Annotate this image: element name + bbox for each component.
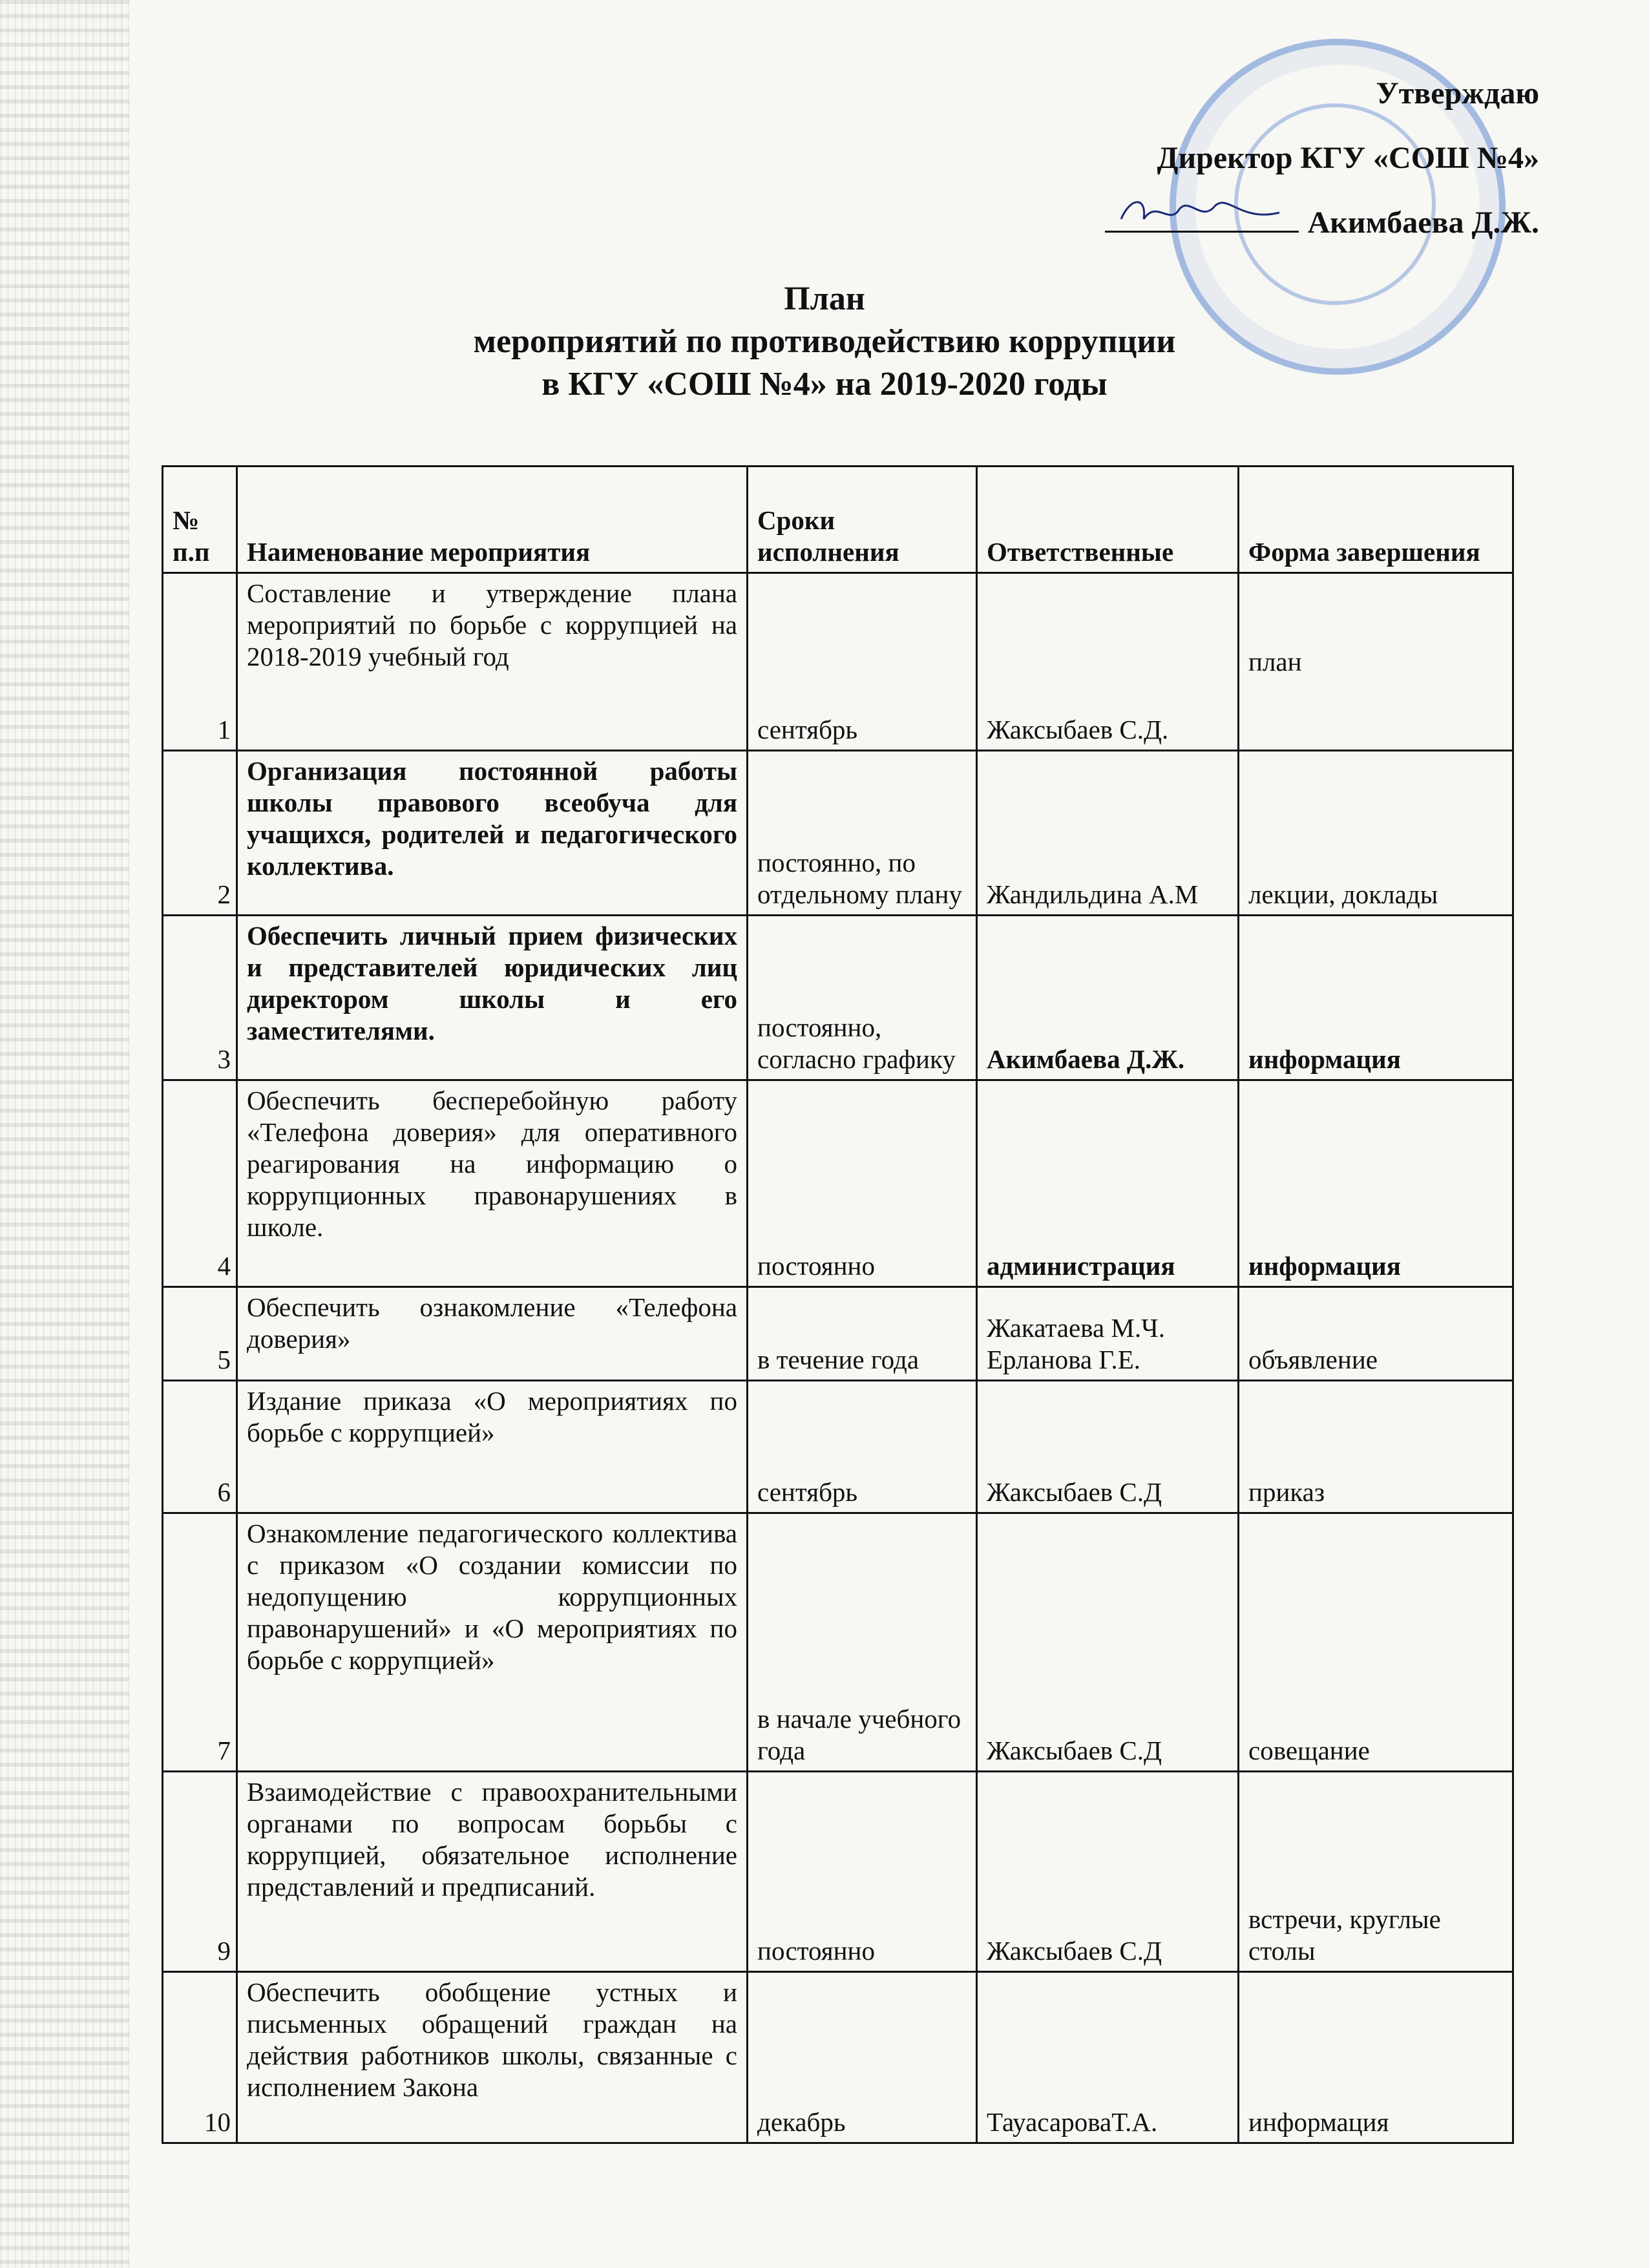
cell-name: Обеспечить обобщение устных и письменных обращений граждан на действия работников школы, связанные с исполнением Закона: [237, 1972, 748, 2143]
cell-number: 9: [163, 1772, 237, 1972]
cell-term: в начале учебного года: [748, 1513, 977, 1772]
cell-term: в течение года: [748, 1287, 977, 1381]
cell-number: 2: [163, 751, 237, 916]
table-row: [163, 916, 1513, 1080]
table-header-row: [163, 467, 1513, 573]
cell-number: 6: [163, 1381, 237, 1513]
cell-form: объявление: [1239, 1287, 1513, 1381]
table-row: [163, 1772, 1513, 1972]
cell-name: Взаимодействие с правоохранительными органами по вопросам борьбы с коррупцией, обязательное исполнение представлений и предписаний.: [237, 1772, 748, 1972]
cell-name: Издание приказа «О мероприятиях по борьбе с коррупцией»: [237, 1381, 748, 1513]
cell-term: постоянно, согласно графику: [748, 916, 977, 1080]
header-name: Наименование мероприятия: [237, 467, 748, 573]
cell-number: 7: [163, 1513, 237, 1772]
cell-responsible: администрация: [977, 1080, 1239, 1287]
cell-number: 1: [163, 573, 237, 751]
cell-term: постоянно: [748, 1772, 977, 1972]
cell-term: сентябрь: [748, 1381, 977, 1513]
cell-responsible: ТауасароваТ.А.: [977, 1972, 1239, 2143]
document-title: [0, 278, 1649, 406]
cell-form: лекции, доклады: [1239, 751, 1513, 916]
plan-table: [162, 465, 1514, 2144]
cell-name: Организация постоянной работы школы правового всеобуча для учащихся, родителей и педагогического коллектива.: [237, 751, 748, 916]
title-line-3: в КГУ «СОШ №4» на 2019-2020 годы: [541, 366, 1108, 403]
cell-term: постоянно: [748, 1080, 977, 1287]
cell-form: план: [1239, 573, 1513, 751]
header-responsible: Ответственные: [977, 467, 1239, 573]
cell-responsible: Жаксыбаев С.Д: [977, 1513, 1239, 1772]
cell-term: декабрь: [748, 1972, 977, 2143]
table-row: [163, 1287, 1513, 1381]
cell-name: Обеспечить ознакомление «Телефона доверия»: [237, 1287, 748, 1381]
title-line-2: мероприятий по противодействию коррупции: [473, 323, 1176, 360]
cell-responsible: Жаксыбаев С.Д: [977, 1772, 1239, 1972]
table-row: [163, 751, 1513, 916]
cell-responsible: Жаксыбаев С.Д.: [977, 573, 1239, 751]
cell-number: 3: [163, 916, 237, 1080]
cell-responsible: Акимбаева Д.Ж.: [977, 916, 1239, 1080]
cell-name: Обеспечить личный прием физических и представителей юридических лиц директором школы и его заместителями.: [237, 916, 748, 1080]
approve-label: Утверждаю: [1376, 76, 1539, 110]
cell-form: информация: [1239, 916, 1513, 1080]
cell-number: 4: [163, 1080, 237, 1287]
table-row: [163, 1972, 1513, 2143]
header-term: Сроки исполнения: [748, 467, 977, 573]
cell-form: встречи, круглые столы: [1239, 1772, 1513, 1972]
signature-line: [1105, 191, 1539, 255]
title-line-1: План: [784, 280, 865, 317]
header-form: Форма завершения: [1239, 467, 1513, 573]
cell-responsible: Жаксыбаев С.Д: [977, 1381, 1239, 1513]
cell-number: 5: [163, 1287, 237, 1381]
cell-number: 10: [163, 1972, 237, 2143]
table-row: [163, 573, 1513, 751]
approval-block: [1105, 61, 1539, 255]
cell-name: Ознакомление педагогического коллектива с приказом «О создании комиссии по недопущению коррупционных правонарушений» и «О мероприятиях по борьбе с коррупцией»: [237, 1513, 748, 1772]
cell-form: приказ: [1239, 1381, 1513, 1513]
cell-term: сентябрь: [748, 573, 977, 751]
director-name: Акимбаева Д.Ж.: [1307, 205, 1539, 240]
cell-form: информация: [1239, 1972, 1513, 2143]
cell-form: совещание: [1239, 1513, 1513, 1772]
cell-name: Обеспечить бесперебойную работу «Телефона доверия» для оперативного реагирования на информацию о коррупционных правонарушениях в школе.: [237, 1080, 748, 1287]
table-row: [163, 1513, 1513, 1772]
header-number: № п.п: [163, 467, 237, 573]
cell-name: Составление и утверждение плана мероприятий по борьбе с коррупцией на 2018-2019 учебный год: [237, 573, 748, 751]
table-row: [163, 1381, 1513, 1513]
cell-form: информация: [1239, 1080, 1513, 1287]
cell-responsible: Жакатаева М.Ч. Ерланова Г.Е.: [977, 1287, 1239, 1381]
director-title: Директор КГУ «СОШ №4»: [1157, 141, 1539, 175]
table-row: [163, 1080, 1513, 1287]
signature: [1105, 197, 1299, 233]
cell-term: постоянно, по отдельному плану: [748, 751, 977, 916]
cell-responsible: Жандильдина А.М: [977, 751, 1239, 916]
